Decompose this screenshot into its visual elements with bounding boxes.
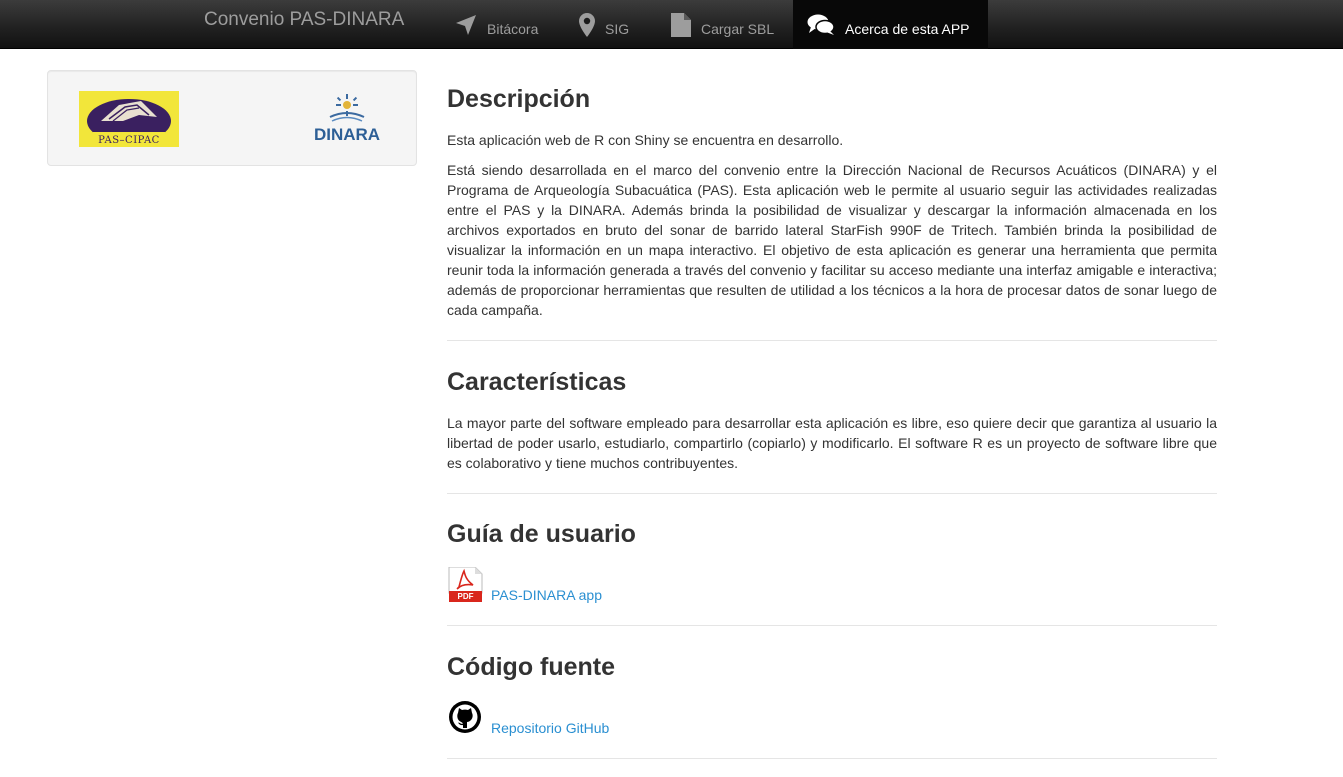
dinara-logo-text: DINARA (313, 125, 381, 144)
tab-acerca-label: Acerca de esta APP (845, 20, 970, 37)
location-arrow-icon (455, 14, 477, 36)
tab-sig[interactable] (565, 0, 649, 49)
tab-sig-label: SIG (605, 20, 630, 37)
github-icon (447, 700, 483, 736)
section-divider (447, 625, 1217, 626)
tab-acerca[interactable] (793, 0, 988, 49)
pdf-icon-label: PDF (457, 592, 474, 601)
section-title-caracteristicas: Características (447, 368, 627, 396)
descripcion-paragraph-1: Esta aplicación web de R con Shiny se encuentra en desarrollo. (447, 132, 844, 148)
map-marker-icon (579, 13, 595, 37)
section-title-descripcion: Descripción (447, 85, 591, 113)
section-divider (447, 340, 1217, 341)
section-divider (447, 493, 1217, 494)
section-title-codigo: Código fuente (447, 653, 616, 681)
section-divider (447, 758, 1217, 759)
guia-link-row (447, 567, 602, 603)
github-repo-link[interactable]: Repositorio GitHub (491, 720, 610, 736)
user-guide-link[interactable]: PAS-DINARA app (491, 587, 603, 603)
descripcion-paragraph-2: Está siendo desarrollada en el marco del convenio entre la Dirección Nacional de Recursos Acuáticos (DINARA) y el Programa de Arqueología Subacuática (PAS). Esta aplicación web le permite al usuario seguir las actividades realizadas entre el PAS y la DINARA. Además brinda la posibilidad de visualizar y descargar la información almacenada en los archivos exportados en bruto del sonar de barrido lateral StarFish 990F de Tritech. También brinda la posibilidad de visualizar la información en un mapa interactivo. El objetivo de esta aplicación es generar una herramienta que permita reunir toda la información generada a través del convenio y facilitar su acceso mediante una interfaz amigable e interactiva; además de proporcionar herramientas que resulten de utilidad a los técnicos a la hora de procesar datos de sonar luego de cada campaña. (447, 162, 1217, 318)
section-title-guia: Guía de usuario (447, 520, 636, 548)
sidebar-logos-panel (47, 70, 417, 166)
navbar-brand[interactable]: Convenio PAS-DINARA (204, 9, 405, 30)
tab-cargar-sbl-label: Cargar SBL (701, 20, 775, 37)
tab-cargar-sbl[interactable] (657, 0, 792, 49)
caracteristicas-paragraph-1: La mayor parte del software empleado para desarrollar esta aplicación es libre, eso quiere decir que garantiza al usuario la libertad de poder usarlo, estudiarlo, compartirlo (copiarlo) y modificarlo. El software R es un proyecto de software libre que es colaborativo y tiene muchos contribuyentes. (447, 415, 1217, 471)
tab-bitacora[interactable] (441, 0, 553, 49)
tab-bitacora-label: Bitácora (487, 20, 539, 37)
comments-icon (807, 14, 835, 36)
file-icon (671, 13, 691, 37)
navbar (0, 0, 1343, 49)
pdf-icon (447, 567, 483, 603)
dinara-logo (310, 93, 384, 149)
pas-cipac-logo (79, 91, 179, 147)
codigo-link-row (447, 700, 609, 736)
pas-cipac-logo-text: PAS–CIPAC (98, 135, 160, 146)
